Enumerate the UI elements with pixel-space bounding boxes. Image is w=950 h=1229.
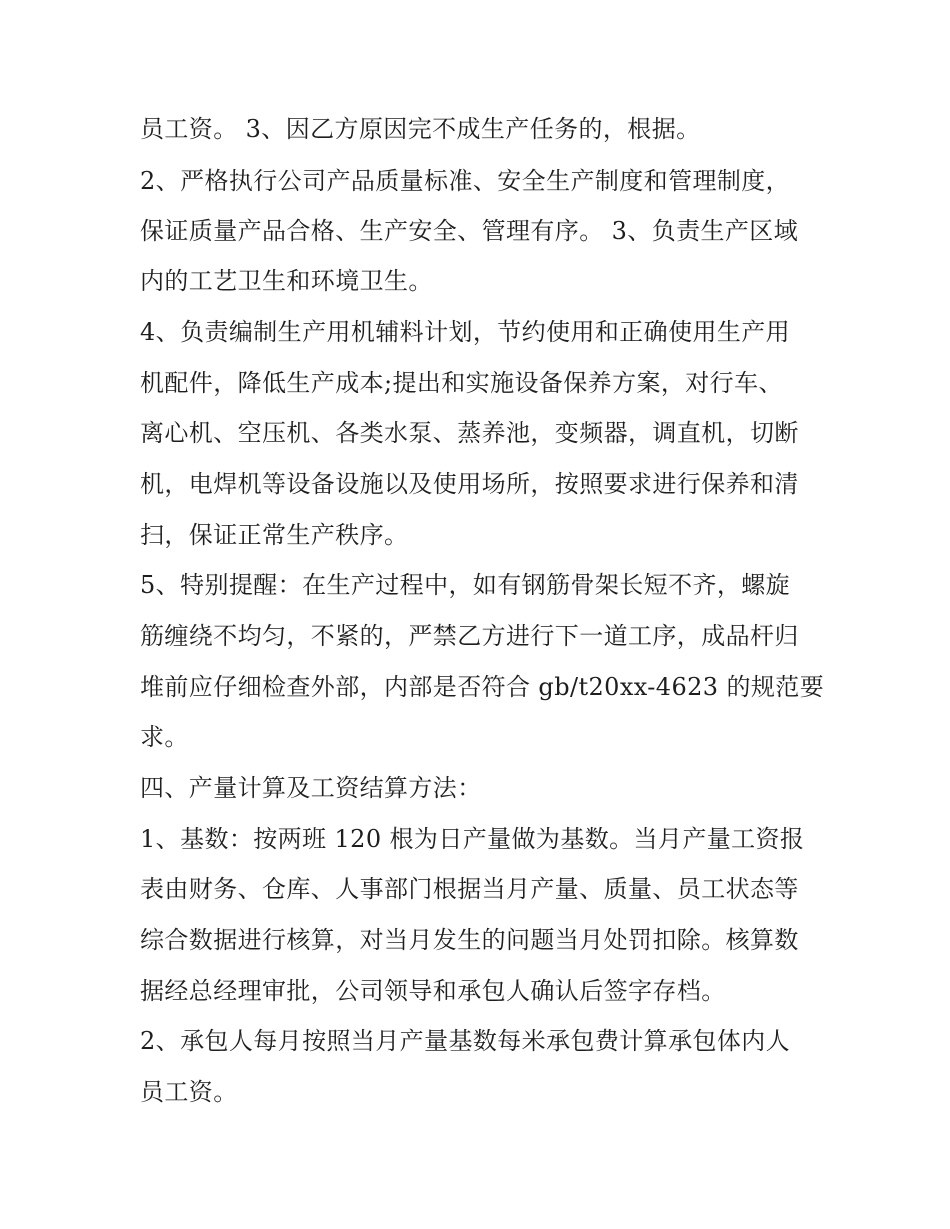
text-line: 员工资。 3、因乙方原因完不成生产任务的，根据。 [140, 115, 701, 143]
text-line: 扫，保证正常生产秩序。 [140, 521, 409, 549]
text-line: 筋缠绕不均匀，不紧的，严禁乙方进行下一道工序，成品杆归 [140, 622, 799, 650]
text-line: 4、负责编制生产用机辅料计划，节约使用和正确使用生产用 [140, 318, 791, 346]
text-line: 机，电焊机等设备设施以及使用场所，按照要求进行保养和清 [140, 470, 799, 498]
text-line: 综合数据进行核算，对当月发生的问题当月处罚扣除。核算数 [140, 926, 799, 954]
text-line: 堆前应仔细检查外部，内部是否符合 gb/t20xx-4623 的规范要 [140, 673, 825, 701]
text-line: 机配件，降低生产成本;提出和实施设备保养方案，对行车、 [140, 369, 783, 397]
text-line: 2、严格执行公司产品质量标准、安全生产制度和管理制度， [140, 167, 791, 195]
text-line: 2、承包人每月按照当月产量基数每米承包费计算承包体内人 [140, 1027, 791, 1055]
text-line: 1、基数：按两班 120 根为日产量做为基数。当月产量工资报 [140, 825, 805, 853]
text-line: 求。 [140, 723, 189, 751]
text-line: 内的工艺卫生和环境卫生。 [140, 267, 433, 295]
text-line: 离心机、空压机、各类水泵、蒸养池，变频器，调直机，切断 [140, 419, 799, 447]
text-line: 保证质量产品合格、生产安全、管理有序。 3、负责生产区域 [140, 217, 799, 245]
text-line: 四、产量计算及工资结算方法： [140, 774, 482, 802]
text-line: 员工资。 [140, 1078, 238, 1106]
text-line: 5、特别提醒：在生产过程中，如有钢筋骨架长短不齐，螺旋 [140, 571, 791, 599]
text-line: 表由财务、仓库、人事部门根据当月产量、质量、员工状态等 [140, 875, 799, 903]
text-line: 据经总经理审批，公司领导和承包人确认后签字存档。 [140, 977, 726, 1005]
